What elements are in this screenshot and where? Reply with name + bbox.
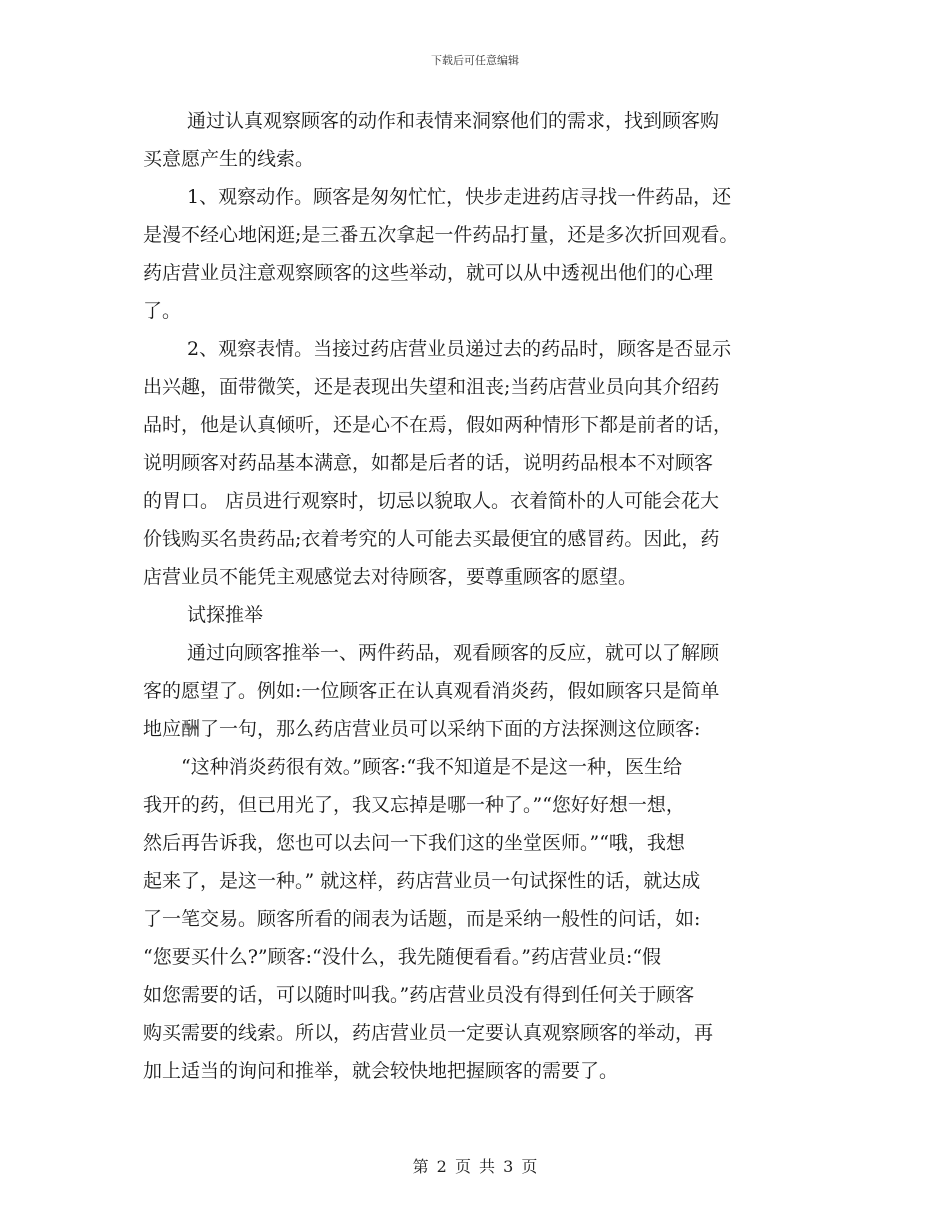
paragraph-line: 如您需要的话，可以随时叫我。”药店营业员没有得到任何关于顾客 [143, 984, 695, 1006]
paragraph-line: 出兴趣，面带微笑，还是表现出失望和沮丧;当药店营业员向其介绍药 [143, 376, 720, 398]
paragraph-line: 了一笔交易。顾客所看的闹表为话题，而是采纳一般性的问话，如: [143, 908, 701, 930]
paragraph-line: 然后再告诉我，您也可以去问一下我们这的坐堂医师。”“哦，我想 [143, 832, 685, 854]
paragraph-line: 客的愿望了。例如:一位顾客正在认真观看消炎药，假如顾客只是简单 [143, 680, 720, 702]
paragraph-line: 的胃口。 店员进行观察时，切忌以貌取人。衣着简朴的人可能会花大 [143, 490, 720, 512]
document-body [143, 102, 815, 1090]
paragraph-line: 说明顾客对药品基本满意，如都是后者的话，说明药品根本不对顾客 [143, 452, 714, 474]
paragraph-line: “您要买什么?”顾客:“没什么，我先随便看看。”药店营业员:“假 [143, 946, 662, 968]
paragraph-line: 1、观察动作。顾客是匆匆忙忙，快步走进药店寻找一件药品，还 [187, 186, 732, 208]
page-header: 下载后可任意编辑 [431, 54, 519, 67]
paragraph-line: 通过向顾客推举一、两件药品，观看顾客的反应，就可以了解顾 [187, 642, 720, 664]
paragraph-line: 起来了，是这一种。” 就这样，药店营业员一句试探性的话，就达成 [143, 870, 701, 892]
paragraph-line: 通过认真观察顾客的动作和表情来洞察他们的需求，找到顾客购 [187, 110, 720, 132]
paragraph-line: 品时，他是认真倾听，还是心不在焉，假如两种情形下都是前者的话， [143, 414, 733, 436]
paragraph-line: 店营业员不能凭主观感觉去对待顾客，要尊重顾客的愿望。 [143, 566, 638, 588]
paragraph-line: 加上适当的询问和推举，就会较快地把握顾客的需要了。 [143, 1060, 619, 1082]
paragraph-line: 了。 [143, 300, 182, 322]
paragraph-line: 2、观察表情。当接过药店营业员递过去的药品时，顾客是否显示 [187, 338, 732, 360]
paragraph-line: 是漫不经心地闲逛;是三番五次拿起一件药品打量，还是多次折回观看。 [143, 224, 739, 246]
paragraph-line: 价钱购买名贵药品;衣着考究的人可能去买最便宜的感冒药。因此，药 [143, 528, 720, 550]
paragraph-line: 买意愿产生的线索。 [143, 148, 315, 170]
section-heading: 试探推举 [187, 604, 264, 626]
paragraph-line: 药店营业员注意观察顾客的这些举动，就可以从中透视出他们的心理 [143, 262, 714, 284]
paragraph-line: 我开的药，但已用光了，我又忘掉是哪一种了。”“您好好想一想， [143, 794, 685, 816]
page-footer: 第 2 页 共 3 页 [412, 1157, 538, 1176]
paragraph-line: 地应酬了一句，那么药店营业员可以采纳下面的方法探测这位顾客: [143, 718, 701, 740]
paragraph-line: 购买需要的线索。所以，药店营业员一定要认真观察顾客的举动，再 [143, 1022, 714, 1044]
paragraph-line: “这种消炎药很有效。”顾客:“我不知道是不是这一种，医生给 [181, 756, 683, 778]
